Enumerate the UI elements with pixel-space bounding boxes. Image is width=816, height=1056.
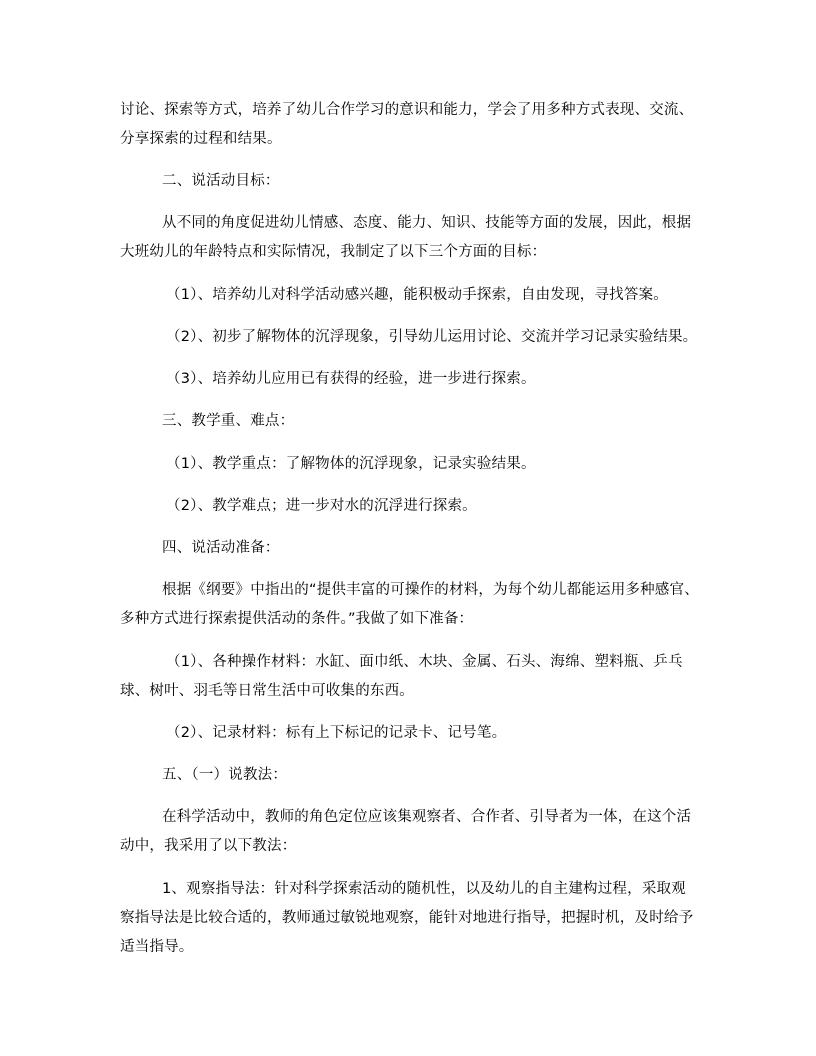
list-item: （1）、各种操作材料：水缸、面巾纸、木块、金属、石头、海绵、塑料瓶、乒乓 xyxy=(166,654,683,670)
list-item: （1）、培养幼儿对科学活动感兴趣，能积极动手探索，自由发现，寻找答案。 xyxy=(166,287,668,303)
paragraph-line: 根据《纲要》中指出的“提供丰富的可操作的材料，为每个幼儿都能运用多种感官、 xyxy=(162,582,699,598)
list-item: （2）、教学难点；进一步对水的沉浮进行探索。 xyxy=(166,498,477,514)
paragraph-line: 从不同的角度促进幼儿情感、态度、能力、知识、技能等方面的发展，因此，根据 xyxy=(162,215,692,231)
paragraph-line: 适当指导。 xyxy=(120,939,194,955)
list-item: （3）、培养幼儿应用已有获得的经验，进一步进行探索。 xyxy=(166,371,536,387)
section-heading: 五、（一）说教法： xyxy=(162,767,288,783)
section-heading: 三、教学重、难点： xyxy=(162,413,295,429)
paragraph-line: 1、观察指导法：针对科学探索活动的随机性，以及幼儿的自主建构过程，采取观 xyxy=(162,881,686,897)
paragraph-line: 察指导法是比较合适的，教师通过敏锐地观察，能针对地进行指导，把握时机，及时给予 xyxy=(120,910,694,926)
list-item: （2）、记录材料：标有上下标记的记录卡、记号笔。 xyxy=(166,725,507,741)
paragraph-line: 大班幼儿的年龄特点和实际情况，我制定了以下三个方面的目标： xyxy=(120,244,547,260)
paragraph-line: 讨论、探索等方式，培养了幼儿合作学习的意识和能力，学会了用多种方式表现、交流、 xyxy=(120,102,694,118)
paragraph-line: 在科学活动中，教师的角色定位应该集观察者、合作者、引导者为一体，在这个活 xyxy=(162,809,692,825)
paragraph-line: 动中，我采用了以下教法： xyxy=(120,838,297,854)
paragraph-line: 分享探索的过程和结果。 xyxy=(120,131,282,147)
list-item-continuation: 球、树叶、羽毛等日常生活中可收集的东西。 xyxy=(120,683,414,699)
section-heading: 四、说活动准备： xyxy=(162,540,280,556)
list-item: （1）、教学重点：了解物体的沉浮现象，记录实验结果。 xyxy=(166,456,536,472)
paragraph-line: 多种方式进行探索提供活动的条件。”我做了如下准备： xyxy=(120,611,474,627)
list-item: （2）、初步了解物体的沉浮现象，引导幼儿运用讨论、交流并学习记录实验结果。 xyxy=(166,329,698,345)
section-heading: 二、说活动目标： xyxy=(162,173,280,189)
